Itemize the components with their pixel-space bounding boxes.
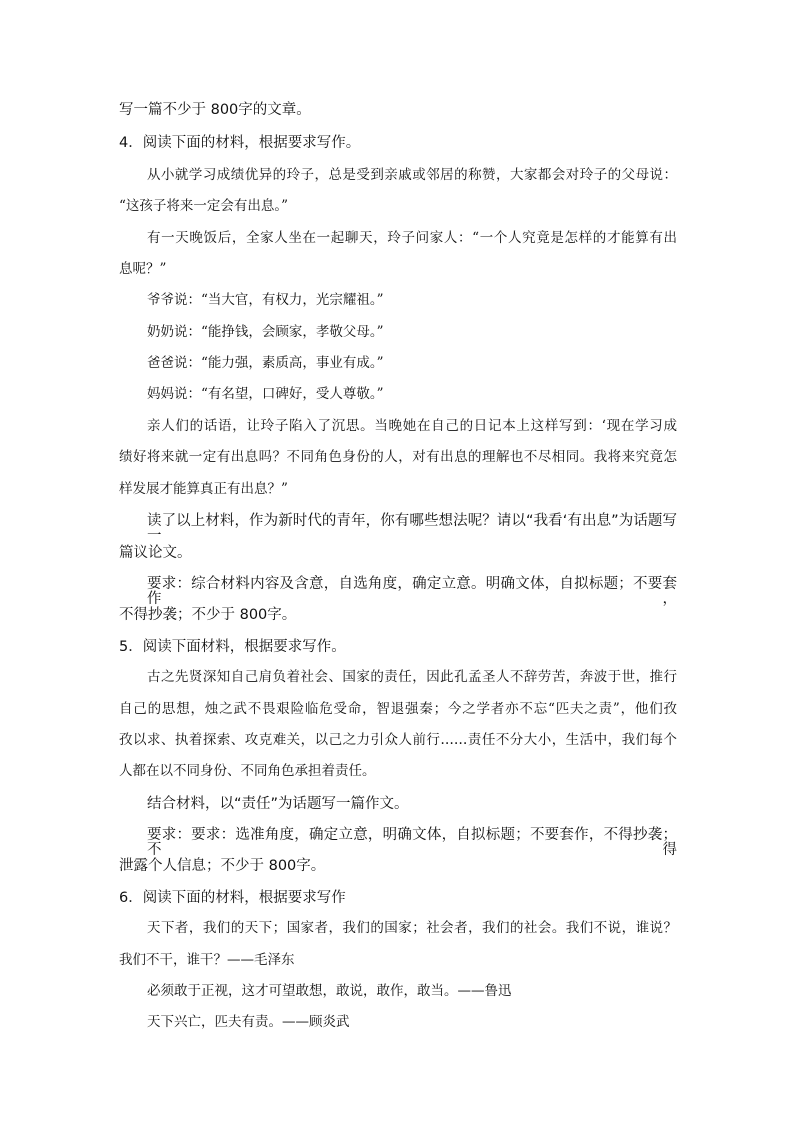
text-line: 妈妈说：“有名望，口碑好，受人尊敬。” bbox=[147, 386, 384, 402]
text-line: 奶奶说：“能挣钱，会顾家，孝敬父母。” bbox=[147, 324, 384, 340]
text-line: 必须敢于正视，这才可望敢想，敢说，敢作，敢当。——鲁迅 bbox=[147, 983, 512, 999]
text-line: 写一篇不少于 800字的文章。 bbox=[119, 102, 311, 118]
text-line: 有一天晚饭后，全家人坐在一起聊天，玲子问家人：“一个人究竟是怎样的才能算有出 bbox=[147, 230, 677, 246]
text-line: 古之先贤深知自己肩负着社会、国家的责任，因此孔孟圣人不辞劳苦，奔波于世，推行 bbox=[147, 669, 677, 685]
text-line: 结合材料，以“责任”为话题写一篇作文。 bbox=[147, 796, 409, 812]
text-line: 爷爷说：“当大官，有权力，光宗耀祖。” bbox=[147, 292, 384, 308]
text-line: 泄露个人信息；不少于 800字。 bbox=[119, 858, 326, 874]
text-line: 绩好将来就一定有出息吗？不同角色身份的人，对有出息的理解也不尽相同。我将来究竟怎 bbox=[119, 449, 677, 465]
text-line: 4．阅读下面的材料，根据要求写作。 bbox=[119, 135, 361, 151]
text-line: 自己的思想，烛之武不畏艰险临危受命，智退强秦；今之学者亦不忘“匹夫之责”，他们孜 bbox=[119, 701, 677, 717]
text-line: 爸爸说：“能力强，素质高，事业有成。” bbox=[147, 355, 384, 371]
text-line: 亲人们的话语，让玲子陷入了沉思。当晚她在自己的日记本上这样写到：‘现在学习成 bbox=[147, 418, 677, 434]
text-line: 读了以上材料，作为新时代的青年，你有哪些想法呢？请以“我看‘有出息”为话题写一 bbox=[147, 513, 677, 544]
text-line: 篇议论文。 bbox=[119, 545, 192, 561]
text-line: 样发展才能算真正有出息？” bbox=[119, 481, 288, 497]
text-line: 不得抄袭；不少于 800字。 bbox=[119, 607, 297, 623]
text-line: 息呢？” bbox=[119, 261, 167, 277]
text-line: 5．阅读下面材料，根据要求写作。 bbox=[119, 639, 346, 655]
text-line: 要求：综合材料内容及含意，自选角度，确定立意。明确文体，自拟标题；不要套作， bbox=[147, 576, 677, 607]
text-line: 从小就学习成绩优异的玲子，总是受到亲戚或邻居的称赞，大家都会对玲子的父母说： bbox=[147, 167, 677, 183]
text-line: 6．阅读下面的材料，根据要求写作 bbox=[119, 890, 346, 906]
text-line: 天下兴亡，匹夫有责。——顾炎武 bbox=[147, 1014, 350, 1030]
text-line: 天下者，我们的天下；国家者，我们的国家；社会者，我们的社会。我们不说，谁说？ bbox=[147, 920, 677, 936]
text-line: “这孩子将来一定会有出息。” bbox=[119, 198, 289, 214]
text-line: 我们不干，谁干？——毛泽东 bbox=[119, 952, 295, 968]
text-line: 要求：要求：选准角度，确定立意，明确文体，自拟标题；不要套作，不得抄袭；不得 bbox=[147, 827, 677, 858]
text-line: 人都在以不同身份、不同角色承担着责任。 bbox=[119, 763, 376, 779]
text-line: 孜以求、执着探索、攻克难关，以己之力引众人前行……责任不分大小，生活中，我们每个 bbox=[119, 732, 677, 748]
